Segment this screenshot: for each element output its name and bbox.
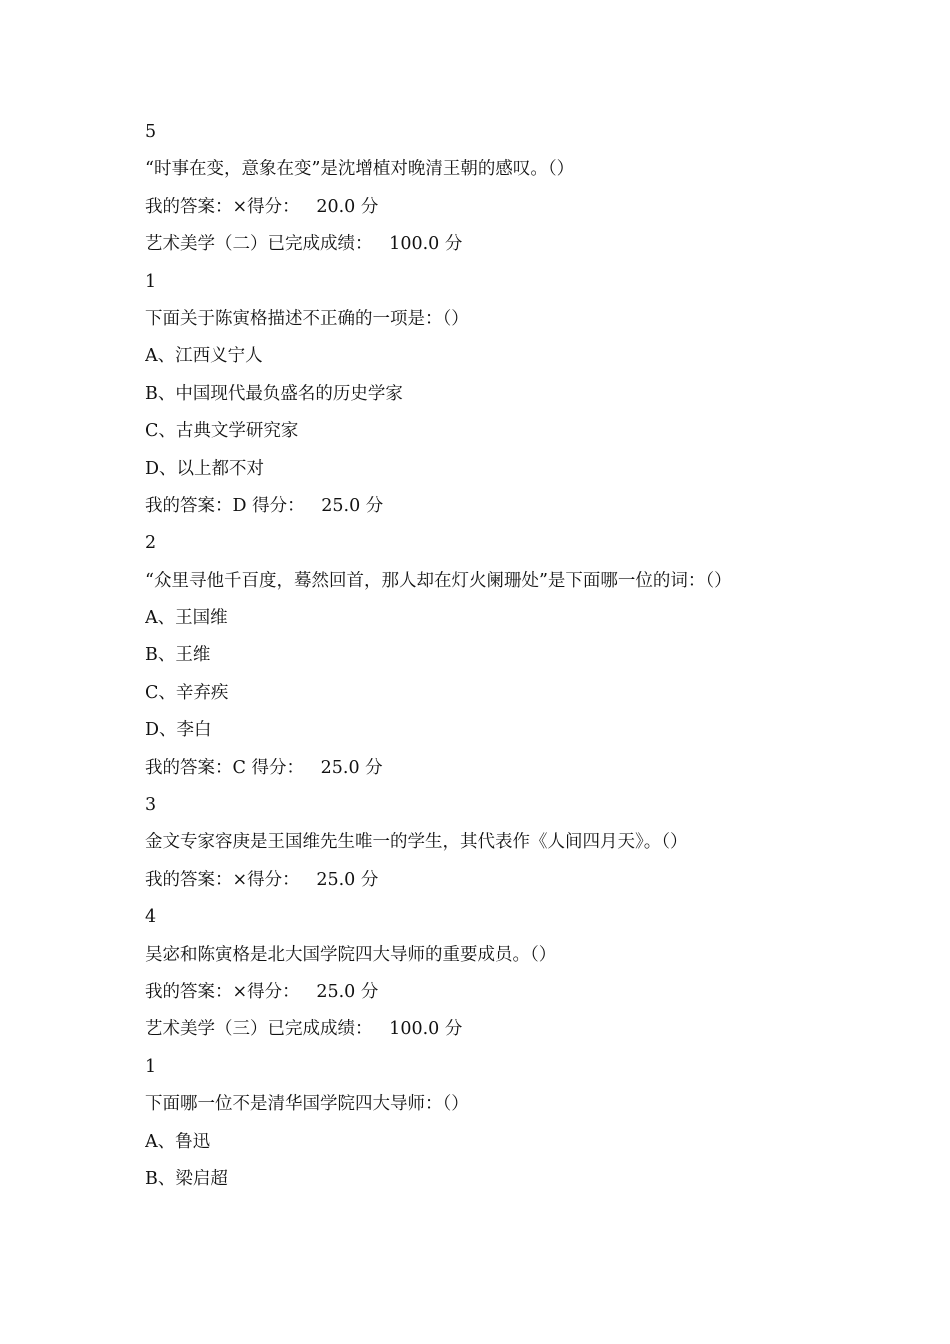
option-b: B、王维 — [145, 645, 211, 666]
question-text: 吴宓和陈寅格是北大国学院四大导师的重要成员。（） — [145, 944, 557, 965]
option-a: A、江西义宁人 — [145, 346, 263, 367]
option-b: B、中国现代最负盛名的历史学家 — [145, 383, 403, 404]
question-number: 1 — [145, 271, 157, 292]
option-a: A、王国维 — [145, 608, 228, 629]
question-number: 1 — [145, 1056, 157, 1077]
question-text: “时事在变，意象在变”是沈增植对晚清王朝的感叹。（） — [145, 159, 575, 180]
answer-score: 我的答案：×得分： 20.0 分 — [145, 196, 379, 217]
option-a: A、鲁迅 — [145, 1131, 211, 1152]
section-heading: 艺术美学（三）已完成成绩： 100.0 分 — [145, 1019, 463, 1040]
question-number: 3 — [145, 795, 157, 816]
question-text: 金文专家容庚是王国维先生唯一的学生，其代表作《人间四月天》。（） — [145, 832, 688, 853]
question-text: “众里寻他千百度，蓦然回首，那人却在灯火阑珊处”是下面哪一位的词：（） — [145, 570, 732, 591]
option-d: D、李白 — [145, 720, 212, 741]
option-c: C、古典文学研究家 — [145, 421, 299, 442]
question-text: 下面关于陈寅格描述不正确的一项是：（） — [145, 308, 469, 329]
section-heading: 艺术美学（二）已完成成绩： 100.0 分 — [145, 234, 463, 255]
question-text: 下面哪一位不是清华国学院四大导师：（） — [145, 1094, 469, 1115]
question-number: 5 — [145, 122, 157, 142]
document-body — [145, 114, 925, 1198]
option-d: D、以上都不对 — [145, 458, 265, 479]
answer-score: 我的答案：D 得分： 25.0 分 — [145, 495, 384, 516]
answer-score: 我的答案：×得分： 25.0 分 — [145, 869, 379, 890]
question-number: 4 — [145, 907, 157, 928]
option-b: B、梁启超 — [145, 1168, 228, 1189]
option-c: C、辛弃疾 — [145, 682, 229, 703]
question-number: 2 — [145, 533, 157, 554]
answer-score: 我的答案：C 得分： 25.0 分 — [145, 757, 383, 778]
answer-score: 我的答案：×得分： 25.0 分 — [145, 981, 379, 1002]
